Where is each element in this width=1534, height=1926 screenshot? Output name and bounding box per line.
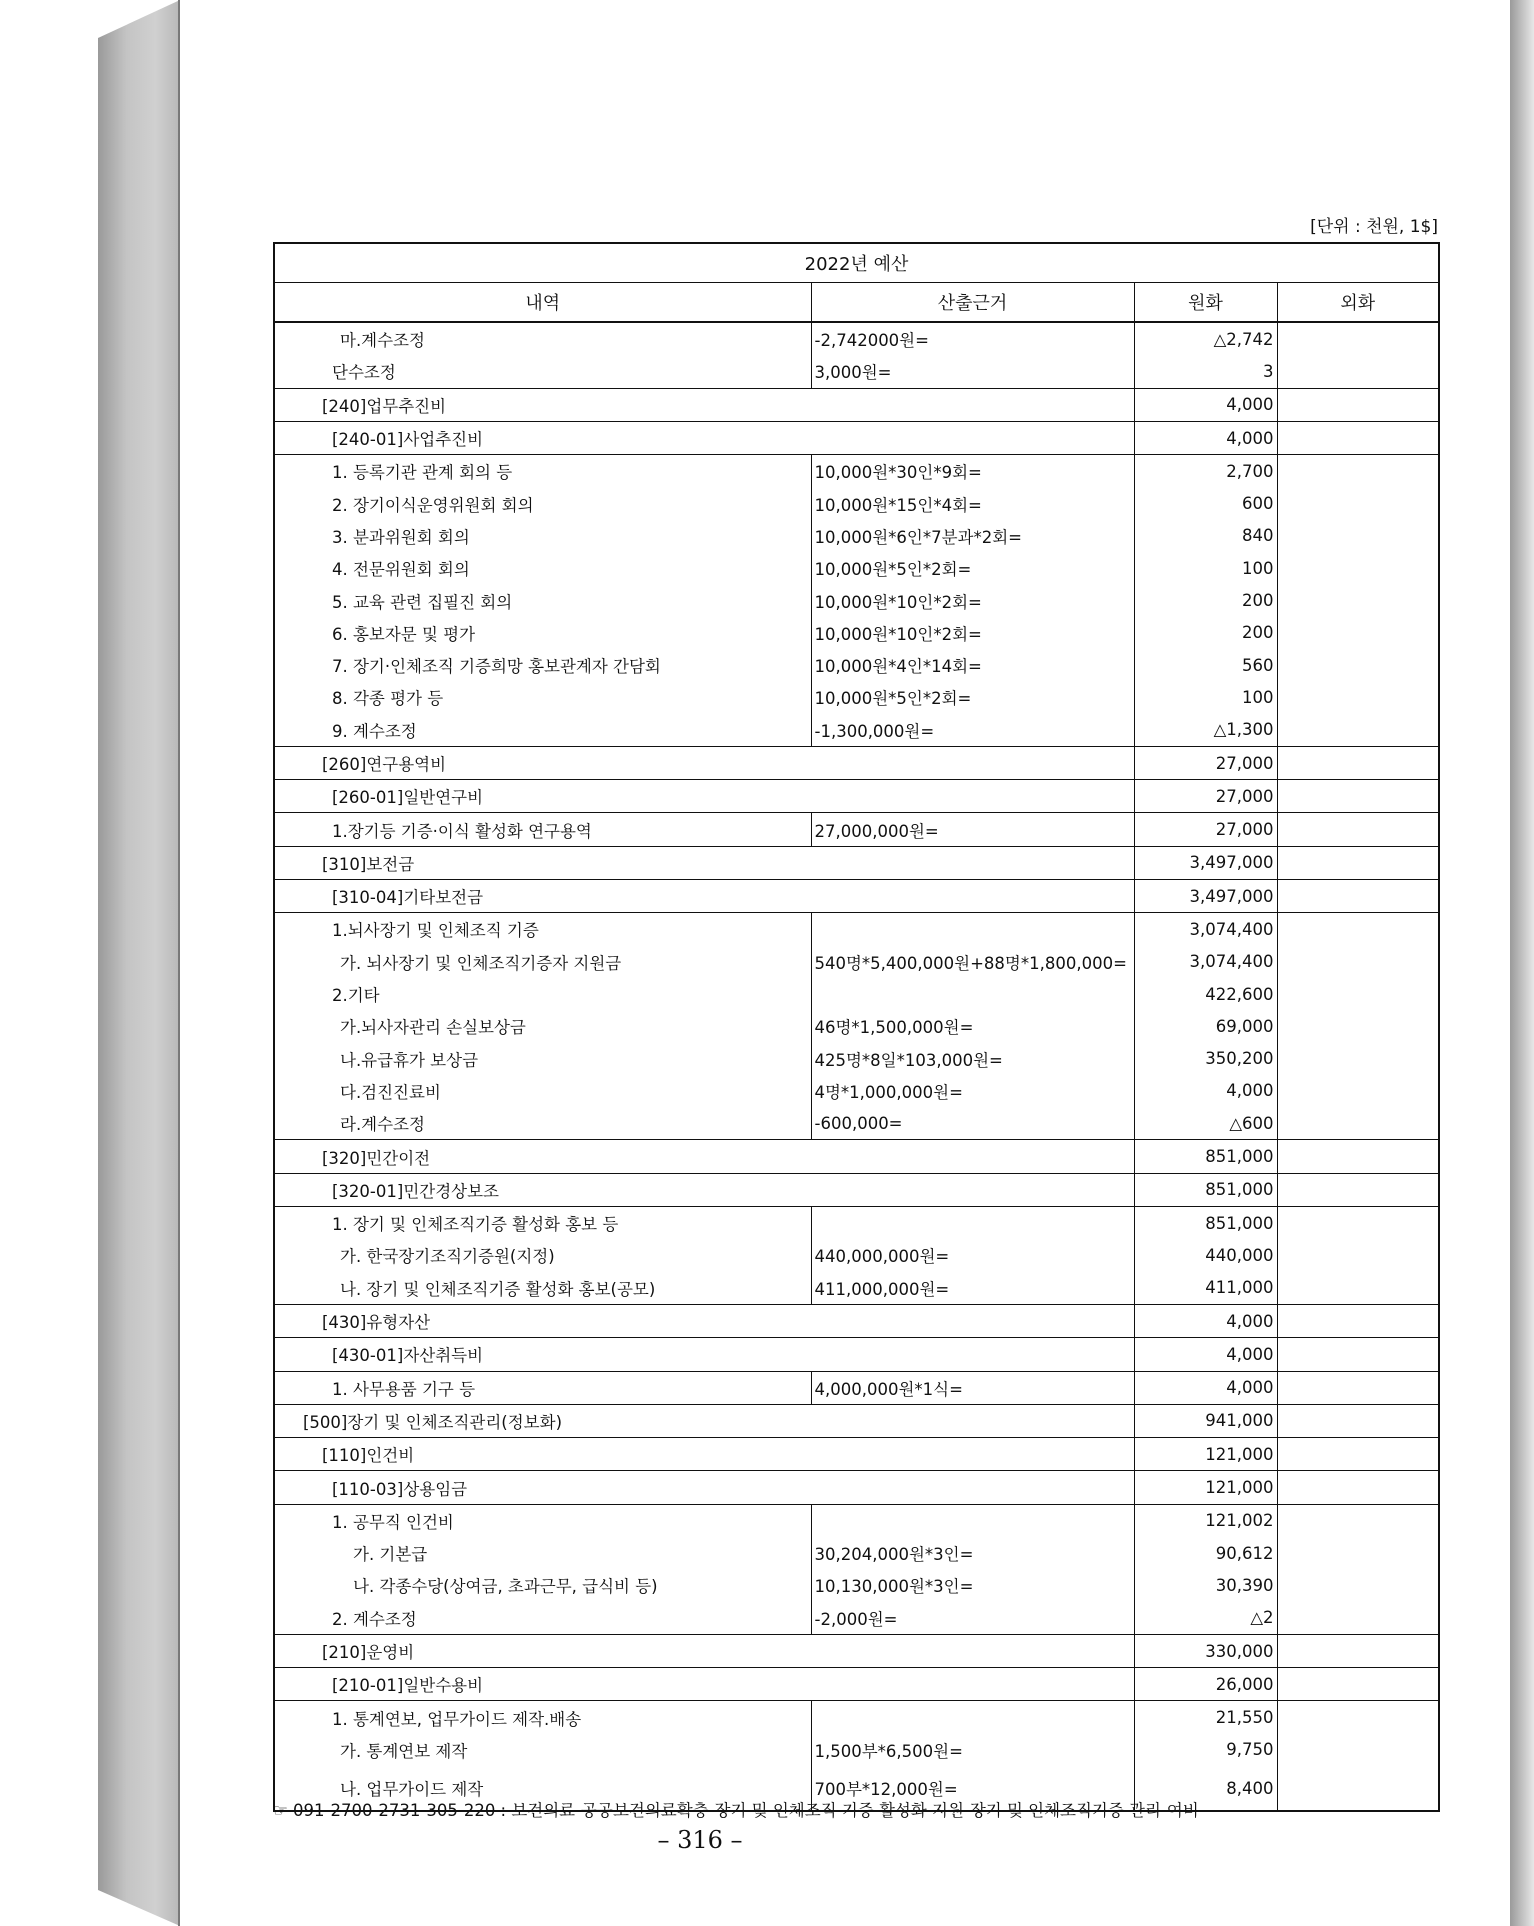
table-header-row: [274, 283, 1439, 323]
amount-krw: 600: [1134, 487, 1277, 519]
amount-krw: 2,700: [1134, 455, 1277, 488]
amount-foreign: [1277, 1272, 1439, 1305]
amount-krw: 100: [1134, 552, 1277, 584]
amount-foreign: [1277, 1634, 1439, 1667]
item-name: [430]유형자산: [274, 1304, 1134, 1337]
item-name: [240-01]사업추진비: [274, 421, 1134, 454]
amount-krw: 3,074,400: [1134, 913, 1277, 946]
item-name: 가. 뇌사장기 및 인체조직기증자 지원금: [274, 946, 811, 978]
calculation-basis: 4명*1,000,000원=: [811, 1075, 1134, 1107]
table-row: [274, 388, 1439, 421]
amount-foreign: [1277, 1438, 1439, 1471]
calculation-basis: -1,300,000원=: [811, 714, 1134, 747]
table-row: [274, 1272, 1439, 1305]
calculation-basis: 30,204,000원*3인=: [811, 1537, 1134, 1569]
amount-krw: 4,000: [1134, 1304, 1277, 1337]
amount-foreign: [1277, 1207, 1439, 1240]
calculation-basis: [811, 1504, 1134, 1537]
amount-foreign: [1277, 455, 1439, 488]
column-header-item: 내역: [274, 283, 811, 323]
amount-foreign: [1277, 1239, 1439, 1271]
amount-krw: 26,000: [1134, 1668, 1277, 1701]
amount-foreign: [1277, 1010, 1439, 1042]
table-row: [274, 880, 1439, 913]
amount-krw: △2: [1134, 1602, 1277, 1635]
table-row: [274, 455, 1439, 488]
amount-foreign: [1277, 520, 1439, 552]
amount-foreign: [1277, 1107, 1439, 1140]
calculation-basis: 10,000원*6인*7분과*2회=: [811, 520, 1134, 552]
table-row: [274, 1173, 1439, 1206]
calculation-basis: 411,000,000원=: [811, 1272, 1134, 1305]
amount-krw: 440,000: [1134, 1239, 1277, 1271]
item-name: 7. 장기·인체조직 기증희망 홍보관계자 간담회: [274, 649, 811, 681]
amount-krw: 851,000: [1134, 1207, 1277, 1240]
amount-krw: 330,000: [1134, 1634, 1277, 1667]
book-spine-edge: [98, 0, 180, 1926]
amount-foreign: [1277, 487, 1439, 519]
amount-krw: 411,000: [1134, 1272, 1277, 1305]
item-name: [110]인건비: [274, 1438, 1134, 1471]
amount-foreign: [1277, 1766, 1439, 1811]
amount-foreign: [1277, 1371, 1439, 1404]
amount-krw: 422,600: [1134, 978, 1277, 1010]
calculation-basis: 440,000,000원=: [811, 1239, 1134, 1271]
item-name: 5. 교육 관련 집필진 회의: [274, 584, 811, 616]
table-row: [274, 552, 1439, 584]
column-header-krw: 원화: [1134, 283, 1277, 323]
item-name: 1.장기등 기증·이식 활성화 연구용역: [274, 813, 811, 846]
table-row: [274, 649, 1439, 681]
table-row: [274, 421, 1439, 454]
amount-krw: 4,000: [1134, 1371, 1277, 1404]
amount-foreign: [1277, 1569, 1439, 1601]
calculation-basis: 27,000,000원=: [811, 813, 1134, 846]
column-header-basis: 산출근거: [811, 283, 1134, 323]
table-row: [274, 746, 1439, 779]
amount-foreign: [1277, 780, 1439, 813]
table-row: [274, 1471, 1439, 1504]
amount-foreign: [1277, 813, 1439, 846]
amount-krw: 9,750: [1134, 1734, 1277, 1766]
amount-krw: 350,200: [1134, 1043, 1277, 1075]
amount-krw: △600: [1134, 1107, 1277, 1140]
item-name: 1. 사무용품 기구 등: [274, 1371, 811, 1404]
page-shadow: [1510, 0, 1534, 1926]
amount-krw: 3: [1134, 355, 1277, 388]
amount-foreign: [1277, 1734, 1439, 1766]
amount-foreign: [1277, 946, 1439, 978]
amount-krw: 851,000: [1134, 1173, 1277, 1206]
item-name: 가.뇌사자관리 손실보상금: [274, 1010, 811, 1042]
amount-krw: △2,742: [1134, 322, 1277, 355]
table-title-row: [274, 243, 1439, 283]
amount-foreign: [1277, 846, 1439, 879]
item-name: [260]연구용역비: [274, 746, 1134, 779]
amount-foreign: [1277, 681, 1439, 713]
item-name: 가. 한국장기조직기증원(지정): [274, 1239, 811, 1271]
amount-foreign: [1277, 1504, 1439, 1537]
amount-krw: 851,000: [1134, 1140, 1277, 1173]
item-name: [310]보전금: [274, 846, 1134, 879]
page-number: – 316 –: [657, 1826, 743, 1854]
table-row: [274, 913, 1439, 946]
table-row: [274, 1371, 1439, 1404]
item-name: 가. 통계연보 제작: [274, 1734, 811, 1766]
item-name: 9. 계수조정: [274, 714, 811, 747]
table-row: [274, 978, 1439, 1010]
budget-table: [273, 242, 1440, 1812]
table-row: [274, 714, 1439, 747]
amount-krw: 8,400: [1134, 1766, 1277, 1811]
table-row: [274, 681, 1439, 713]
table-row: [274, 1634, 1439, 1667]
calculation-basis: 10,000원*30인*9회=: [811, 455, 1134, 488]
table-title: 2022년 예산: [274, 243, 1439, 283]
amount-foreign: [1277, 1471, 1439, 1504]
table-row: [274, 487, 1439, 519]
amount-foreign: [1277, 552, 1439, 584]
calculation-basis: 10,000원*15인*4회=: [811, 487, 1134, 519]
item-name: [320]민간이전: [274, 1140, 1134, 1173]
amount-krw: 121,000: [1134, 1438, 1277, 1471]
calculation-basis: [811, 1701, 1134, 1734]
amount-krw: 3,497,000: [1134, 880, 1277, 913]
amount-foreign: [1277, 421, 1439, 454]
item-name: [260-01]일반연구비: [274, 780, 1134, 813]
item-name: 나.유급휴가 보상금: [274, 1043, 811, 1075]
unit-label: [단위 : 천원, 1$]: [1310, 217, 1438, 237]
calculation-basis: 4,000,000원*1식=: [811, 1371, 1134, 1404]
table-row: [274, 322, 1439, 355]
item-name: 1. 장기 및 인체조직기증 활성화 홍보 등: [274, 1207, 811, 1240]
amount-foreign: [1277, 388, 1439, 421]
table-row: [274, 1239, 1439, 1271]
table-row: [274, 584, 1439, 616]
item-name: 다.검진진료비: [274, 1075, 811, 1107]
item-name: 8. 각종 평가 등: [274, 681, 811, 713]
table-row: [274, 946, 1439, 978]
amount-foreign: [1277, 1404, 1439, 1437]
amount-foreign: [1277, 649, 1439, 681]
table-row: [274, 846, 1439, 879]
calculation-basis: 540명*5,400,000원+88명*1,800,000=: [811, 946, 1134, 978]
item-name: [240]업무추진비: [274, 388, 1134, 421]
amount-krw: 121,000: [1134, 1471, 1277, 1504]
amount-foreign: [1277, 322, 1439, 355]
amount-krw: 200: [1134, 584, 1277, 616]
table-row: [274, 1207, 1439, 1240]
amount-krw: 4,000: [1134, 1075, 1277, 1107]
amount-krw: 21,550: [1134, 1701, 1277, 1734]
amount-krw: 69,000: [1134, 1010, 1277, 1042]
amount-foreign: [1277, 1602, 1439, 1635]
amount-krw: 27,000: [1134, 746, 1277, 779]
amount-krw: 200: [1134, 617, 1277, 649]
item-name: 2.기타: [274, 978, 811, 1010]
amount-krw: △1,300: [1134, 714, 1277, 747]
amount-foreign: [1277, 1338, 1439, 1371]
table-row: [274, 355, 1439, 388]
item-name: 1.뇌사장기 및 인체조직 기증: [274, 913, 811, 946]
amount-foreign: [1277, 1140, 1439, 1173]
item-name: 1. 통계연보, 업무가이드 제작.배송: [274, 1701, 811, 1734]
item-name: 나. 장기 및 인체조직기증 활성화 홍보(공모): [274, 1272, 811, 1305]
item-name: 나. 각종수당(상여금, 초과근무, 급식비 등): [274, 1569, 811, 1601]
table-row: [274, 1107, 1439, 1140]
table-row: [274, 1404, 1439, 1437]
table-row: [274, 1075, 1439, 1107]
calculation-basis: 10,000원*10인*2회=: [811, 584, 1134, 616]
amount-krw: 3,074,400: [1134, 946, 1277, 978]
item-name: 나. 업무가이드 제작: [274, 1766, 811, 1811]
item-name: [110-03]상용임금: [274, 1471, 1134, 1504]
amount-foreign: [1277, 617, 1439, 649]
item-name: 단수조정: [274, 355, 811, 388]
item-name: 3. 분과위원회 회의: [274, 520, 811, 552]
calculation-basis: 1,500부*6,500원=: [811, 1734, 1134, 1766]
table-row: [274, 1338, 1439, 1371]
amount-foreign: [1277, 584, 1439, 616]
table-row: [274, 1043, 1439, 1075]
calculation-basis: [811, 913, 1134, 946]
calculation-basis: 3,000원=: [811, 355, 1134, 388]
table-row: [274, 1602, 1439, 1635]
item-name: [430-01]자산취득비: [274, 1338, 1134, 1371]
amount-foreign: [1277, 746, 1439, 779]
calculation-basis: 10,130,000원*3인=: [811, 1569, 1134, 1601]
item-name: 라.계수조정: [274, 1107, 811, 1140]
item-name: 가. 기본급: [274, 1537, 811, 1569]
amount-foreign: [1277, 1173, 1439, 1206]
amount-krw: 121,002: [1134, 1504, 1277, 1537]
table-row: [274, 1438, 1439, 1471]
table-row: [274, 520, 1439, 552]
item-name: 6. 홍보자문 및 평가: [274, 617, 811, 649]
amount-krw: 4,000: [1134, 421, 1277, 454]
item-name: [500]장기 및 인체조직관리(정보화): [274, 1404, 1134, 1437]
amount-foreign: [1277, 1304, 1439, 1337]
amount-foreign: [1277, 355, 1439, 388]
amount-foreign: [1277, 913, 1439, 946]
amount-foreign: [1277, 1668, 1439, 1701]
item-name: [310-04]기타보전금: [274, 880, 1134, 913]
amount-krw: 30,390: [1134, 1569, 1277, 1601]
table-row: [274, 1668, 1439, 1701]
amount-krw: 100: [1134, 681, 1277, 713]
amount-foreign: [1277, 1537, 1439, 1569]
item-name: 4. 전문위원회 회의: [274, 552, 811, 584]
table-row: [274, 617, 1439, 649]
amount-krw: 27,000: [1134, 813, 1277, 846]
amount-krw: 560: [1134, 649, 1277, 681]
calculation-basis: 10,000원*5인*2회=: [811, 681, 1134, 713]
calculation-basis: 425명*8일*103,000원=: [811, 1043, 1134, 1075]
amount-foreign: [1277, 1043, 1439, 1075]
table-row: [274, 1010, 1439, 1042]
item-name: [320-01]민간경상보조: [274, 1173, 1134, 1206]
table-row: [274, 1569, 1439, 1601]
item-name: 2. 장기이식운영위원회 회의: [274, 487, 811, 519]
amount-krw: 90,612: [1134, 1537, 1277, 1569]
column-header-foreign: 외화: [1277, 283, 1439, 323]
calculation-basis: [811, 978, 1134, 1010]
amount-krw: 27,000: [1134, 780, 1277, 813]
item-name: [210]운영비: [274, 1634, 1134, 1667]
budget-code-footnote: ☞ 091-2700-2731-305-220 : 보건의료-공공보건의료확충-장기 및 인체조직 기증 활성화 지원-장기 및 인체조직기증 관리-여비: [273, 1801, 1199, 1820]
amount-krw: 4,000: [1134, 1338, 1277, 1371]
calculation-basis: 10,000원*10인*2회=: [811, 617, 1134, 649]
table-row: [274, 1304, 1439, 1337]
item-name: 마.계수조정: [274, 322, 811, 355]
item-name: [210-01]일반수용비: [274, 1668, 1134, 1701]
calculation-basis: [811, 1207, 1134, 1240]
calculation-basis: 10,000원*5인*2회=: [811, 552, 1134, 584]
table-row: [274, 1504, 1439, 1537]
calculation-basis: -2,000원=: [811, 1602, 1134, 1635]
table-row: [274, 1537, 1439, 1569]
amount-krw: 840: [1134, 520, 1277, 552]
amount-krw: 4,000: [1134, 388, 1277, 421]
table-row: [274, 1701, 1439, 1734]
table-row: [274, 780, 1439, 813]
calculation-basis: 700부*12,000원=: [811, 1766, 1134, 1811]
table-row: [274, 1140, 1439, 1173]
amount-foreign: [1277, 880, 1439, 913]
table-row: [274, 813, 1439, 846]
calculation-basis: -2,742000원=: [811, 322, 1134, 355]
amount-foreign: [1277, 978, 1439, 1010]
amount-foreign: [1277, 1701, 1439, 1734]
table-row: [274, 1734, 1439, 1766]
calculation-basis: -600,000=: [811, 1107, 1134, 1140]
calculation-basis: 10,000원*4인*14회=: [811, 649, 1134, 681]
item-name: 1. 등록기관 관계 회의 등: [274, 455, 811, 488]
item-name: 2. 계수조정: [274, 1602, 811, 1635]
amount-krw: 3,497,000: [1134, 846, 1277, 879]
calculation-basis: 46명*1,500,000원=: [811, 1010, 1134, 1042]
item-name: 1. 공무직 인건비: [274, 1504, 811, 1537]
amount-krw: 941,000: [1134, 1404, 1277, 1437]
amount-foreign: [1277, 714, 1439, 747]
amount-foreign: [1277, 1075, 1439, 1107]
